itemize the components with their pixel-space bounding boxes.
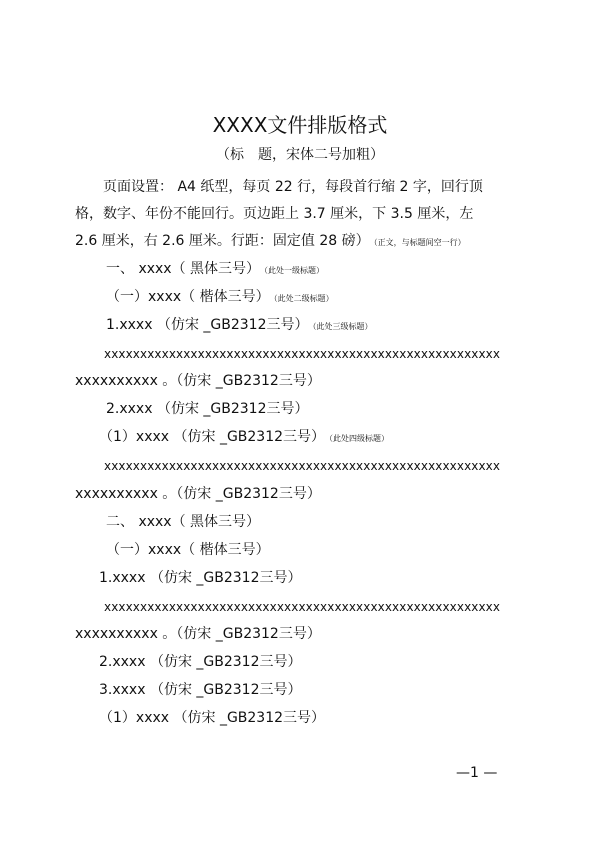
page-setup-line-3 (75, 232, 466, 252)
sec1-heading-level3-a-text: 1.xxxx （仿宋 _GB2312三号） (106, 317, 309, 333)
sec1-heading-level1-text: 一、 xxxx（ 黑体三号） (106, 261, 261, 277)
sec1-heading-level4-note: （此处四级标题） (329, 434, 390, 443)
document-subtitle: （标 题，宋体二号加粗） (216, 147, 384, 163)
sec1-body-2-line-1: xxxxxxxxxxxxxxxxxxxxxxxxxxxxxxxxxxxxxxxxxxxxxxxxxxxxxxx (104, 459, 501, 473)
sec2-body-1-line-2: xxxxxxxxxx 。（仿宋 _GB2312三号） (75, 626, 321, 642)
document-title: XXXX文件排版格式 (212, 113, 388, 137)
sec1-heading-level3-b: 2.xxxx （仿宋 _GB2312三号） (106, 401, 309, 417)
sec1-heading-level4-text: （1）xxxx （仿宋 _GB2312三号） (99, 429, 326, 445)
sec2-heading-level3-c: 3.xxxx （仿宋 _GB2312三号） (99, 682, 302, 698)
sec1-heading-level3-note: （此处三级标题） (312, 322, 373, 331)
sec1-heading-level1 (106, 260, 324, 280)
sec2-body-1-line-1: xxxxxxxxxxxxxxxxxxxxxxxxxxxxxxxxxxxxxxxxxxxxxxxxxxxxxxx (104, 600, 501, 614)
sec2-heading-level3-b: 2.xxxx （仿宋 _GB2312三号） (99, 654, 302, 670)
page-setup-line-2: 格，数字、年份不能回行。页边距上 3.7 厘米，下 3.5 厘米，左 (75, 206, 474, 222)
sec2-heading-level4: （1）xxxx （仿宋 _GB2312三号） (99, 710, 326, 726)
page-setup-line-1: 页面设置： A4 纸型，每页 22 行，每段首行缩 2 字，回行顶 (103, 179, 483, 195)
sec1-body-1-line-1: xxxxxxxxxxxxxxxxxxxxxxxxxxxxxxxxxxxxxxxxxxxxxxxxxxxxxxx (104, 347, 501, 361)
sec1-heading-level1-note: （此处一级标题） (264, 266, 325, 275)
sec1-body-1-line-2: xxxxxxxxxx 。（仿宋 _GB2312三号） (75, 373, 321, 389)
page-setup-line-3-text: 2.6 厘米，右 2.6 厘米。行距：固定值 28 磅） (75, 233, 370, 249)
sec1-heading-level2 (106, 288, 334, 308)
sec2-heading-level1: 二、 xxxx（ 黑体三号） (106, 514, 261, 530)
sec2-heading-level3-a: 1.xxxx （仿宋 _GB2312三号） (99, 570, 302, 586)
sec1-heading-level2-note: （此处二级标题） (273, 294, 334, 303)
sec1-heading-level2-text: （一）xxxx（ 楷体三号） (106, 289, 270, 305)
sec1-heading-level4 (99, 428, 389, 448)
sec2-heading-level2: （一）xxxx（ 楷体三号） (106, 542, 270, 558)
sec1-heading-level3-a (106, 316, 372, 336)
page-number: —1 — (456, 765, 498, 781)
page-setup-note: （正文，与标题间空一行） (373, 238, 466, 247)
sec1-body-2-line-2: xxxxxxxxxx 。（仿宋 _GB2312三号） (75, 486, 321, 502)
